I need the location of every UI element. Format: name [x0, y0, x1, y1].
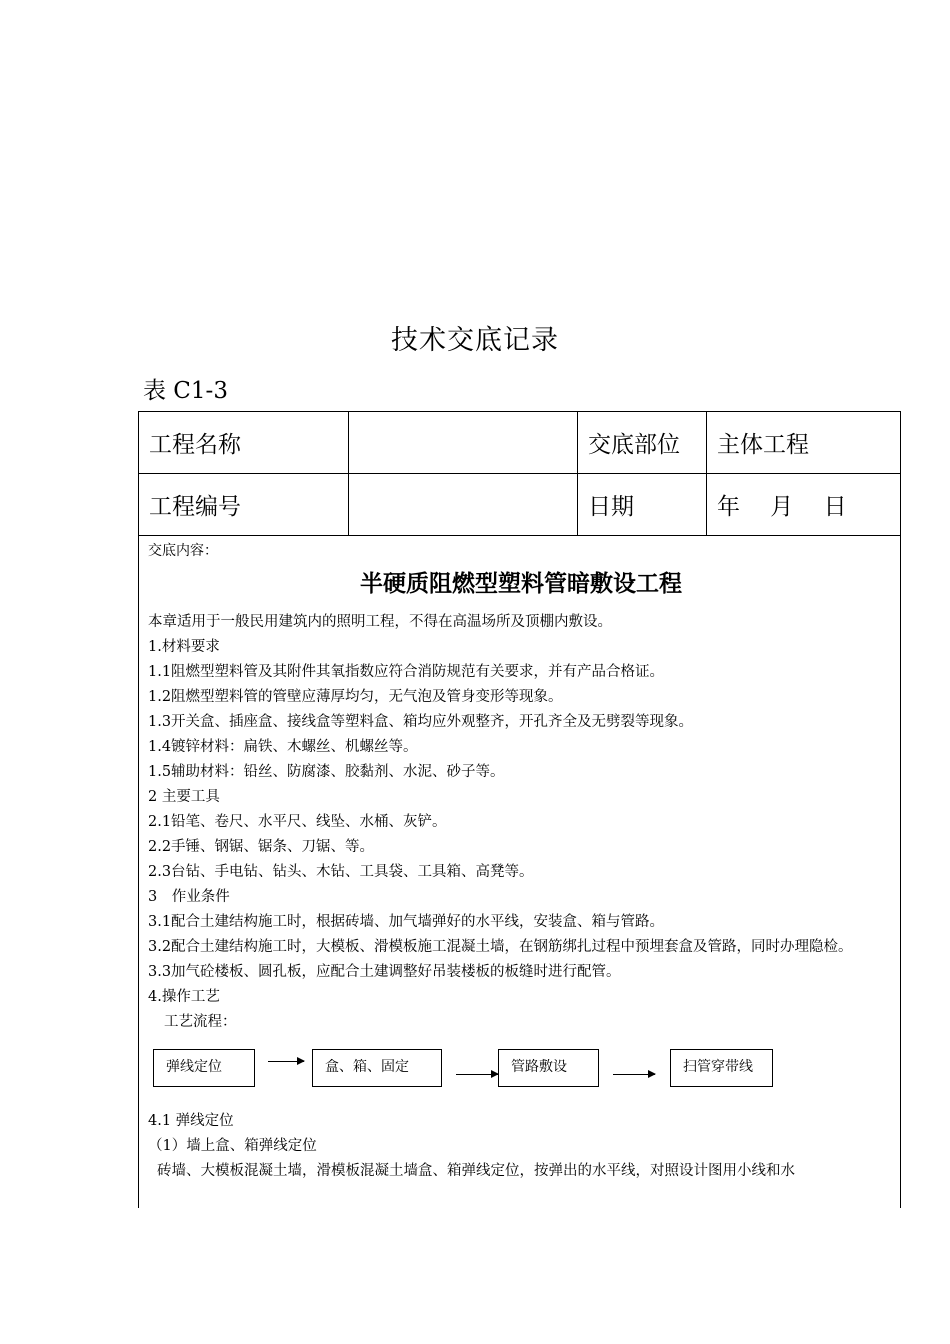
project-number-value[interactable] — [349, 474, 578, 535]
flow-step-box: 弹线定位 — [153, 1049, 255, 1087]
content-line: 3.2配合土建结构施工时，大模板、滑模板施工混凝土墙，在钢筋绑扎过程中预埋套盒及管路，同时办理隐检。 — [148, 939, 853, 955]
content-line: 3.3加气砼楼板、圆孔板，应配合土建调整好吊装楼板的板缝时进行配管。 — [148, 964, 621, 980]
header-row-project-number — [139, 474, 901, 536]
date-value[interactable]: 年 月 日 — [717, 494, 847, 520]
disclosure-content — [139, 536, 901, 1184]
document-title: 技术交底记录 — [391, 325, 559, 356]
content-line: 1.材料要求 — [148, 639, 220, 655]
content-line: 2.1铅笔、卷尺、水平尺、线坠、水桶、灰铲。 — [148, 814, 447, 830]
content-line: 2 主要工具 — [148, 789, 220, 805]
content-line: 3 作业条件 — [148, 889, 230, 905]
content-line: （1）墙上盒、箱弹线定位 — [148, 1138, 317, 1154]
flow-arrow-icon — [613, 1074, 655, 1075]
content-line: 3.1配合土建结构施工时，根据砖墙、加气墙弹好的水平线，安装盒、箱与管路。 — [148, 914, 665, 930]
content-line: 4.1 弹线定位 — [148, 1113, 234, 1129]
project-name-value[interactable] — [349, 412, 578, 473]
content-line: 4.操作工艺 — [148, 989, 220, 1005]
content-line: 砖墙、大模板混凝土墙，滑模板混凝土墙盒、箱弹线定位，按弹出的水平线，对照设计图用小线和水 — [157, 1163, 795, 1179]
content-line: 本章适用于一般民用建筑内的照明工程，不得在高温场所及顶棚内敷设。 — [148, 614, 612, 630]
form-number: 表 C1-3 — [143, 378, 228, 404]
content-line: 1.5辅助材料：铅丝、防腐漆、胶黏剂、水泥、砂子等。 — [148, 764, 505, 780]
project-number-label: 工程编号 — [139, 474, 349, 535]
content-line: 1.4镀锌材料：扁铁、木螺丝、机螺丝等。 — [148, 739, 418, 755]
header-row-project-name — [139, 412, 901, 474]
flow-arrow-icon — [268, 1061, 304, 1062]
process-flow — [148, 1039, 894, 1109]
section-title: 半硬质阻燃型塑料管暗敷设工程 — [360, 570, 682, 597]
content-line: 1.3开关盒、插座盒、接线盒等塑料盒、箱均应外观整齐，开孔齐全及无劈裂等现象。 — [148, 714, 694, 730]
flow-step-box: 盒、箱、固定 — [312, 1049, 442, 1087]
project-name-label: 工程名称 — [139, 412, 349, 473]
date-label: 日期 — [578, 474, 707, 535]
flow-label: 工艺流程： — [164, 1014, 237, 1030]
content-line: 1.2阻燃型塑料管的管壁应薄厚均匀，无气泡及管身变形等现象。 — [148, 689, 563, 705]
disclosure-form — [138, 411, 901, 1208]
flow-arrow-icon — [456, 1074, 498, 1075]
content-line: 2.3台钻、手电钻、钻头、木钻、工具袋、工具箱、高凳等。 — [148, 864, 534, 880]
flow-step-box: 管路敷设 — [498, 1049, 599, 1087]
content-label: 交底内容： — [148, 543, 218, 559]
content-line: 1.1阻燃型塑料管及其附件其氧指数应符合消防规范有关要求，并有产品合格证。 — [148, 664, 665, 680]
flow-step-box: 扫管穿带线 — [670, 1049, 773, 1087]
disclosure-part-value[interactable]: 主体工程 — [717, 432, 809, 458]
content-line: 2.2手锤、钢锯、锯条、刀锯、等。 — [148, 839, 375, 855]
disclosure-part-label: 交底部位 — [578, 412, 707, 473]
